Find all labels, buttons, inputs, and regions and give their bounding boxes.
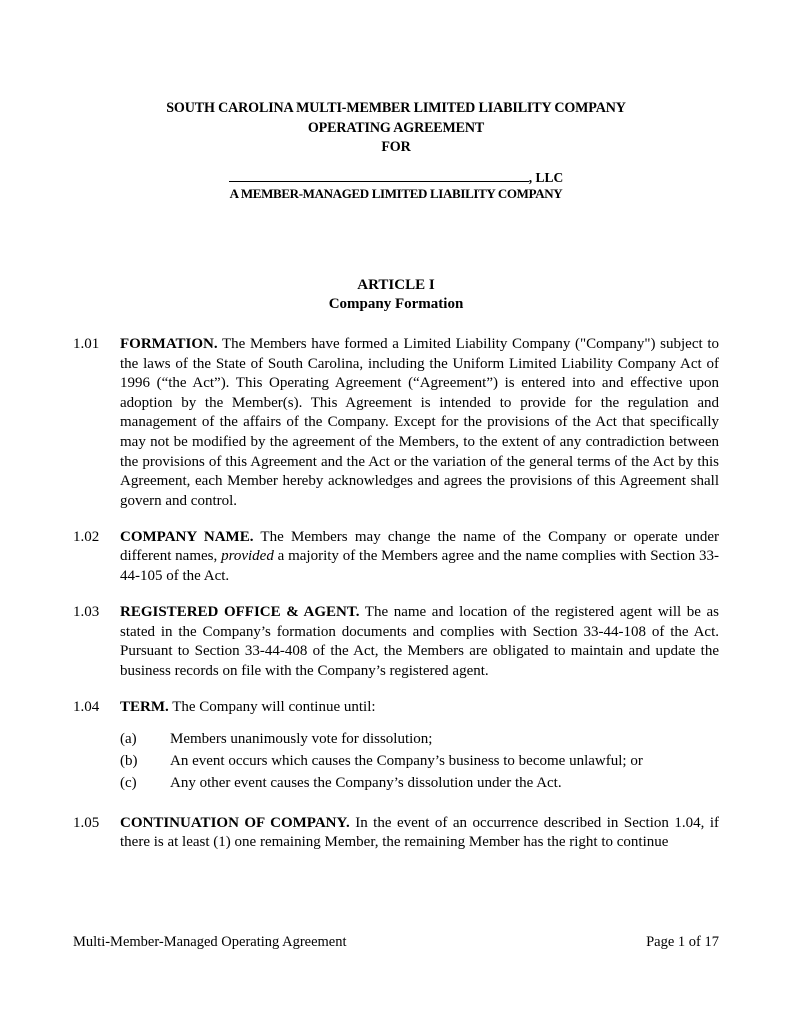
list-item (120, 752, 719, 772)
document-title-line-3: FOR (381, 139, 411, 155)
section-emphasis: provided (221, 548, 274, 565)
list-item (120, 730, 719, 750)
section-1-02 (73, 528, 719, 587)
article-number: ARTICLE I (357, 277, 435, 293)
entity-name-blank (229, 170, 529, 182)
section-text (120, 603, 719, 681)
section-paragraph: The Company will continue until: (168, 699, 376, 715)
list-item-marker: (a) (120, 731, 137, 748)
section-1-04 (73, 698, 719, 794)
footer-document-name: Multi-Member-Managed Operating Agreement (73, 934, 347, 950)
section-number: 1.04 (73, 699, 100, 715)
section-number: 1.02 (73, 528, 100, 545)
section-subitem-list (120, 730, 719, 794)
entity-name-fill-line (73, 170, 719, 186)
section-heading: FORMATION. (120, 336, 218, 352)
page-footer (73, 933, 719, 951)
list-item-marker: (c) (120, 775, 137, 792)
section-heading: COMPANY NAME. (120, 528, 254, 545)
section-paragraph: The name and location of the registered agent will be as stated in the Company’s formation documents and complies with Section 33-44-108 of the Act. Pursuant to Section 33-44-408 of the Act, the Members are obligated to maintain and update the business records on file with the Company’s registered agent. (120, 604, 719, 679)
section-text (120, 814, 719, 853)
section-paragraph: The Members have formed a Limited Liability Company ("Company") subject to the laws of the State of South Carolina, including the Uniform Limited Liability Company Act of 1996 (“the Act”). This Operating Agreement (“Agreement”) is entered into and effective upon adoption by the Member(s). This Agreement is intended to provide for the regulation and management of the affairs of the Company. Except for the provisions of the Act that specifically may not be modified by the agreement of the Members, to the extent of any contradiction between the provisions of this Agreement and the Act or the variation of the general terms of the Act by this Agreement, each Member hereby acknowledges and agrees the provisions of this Agreement shall govern and control. (120, 336, 719, 509)
entity-subtitle: A MEMBER-MANAGED LIMITED LIABILITY COMPANY (229, 186, 563, 201)
section-text (120, 335, 719, 511)
article-name: Company Formation (328, 296, 464, 312)
section-1-05 (73, 814, 719, 853)
entity-name-block (73, 170, 719, 201)
section-text (120, 528, 719, 587)
section-paragraph: In the event of an occurrence described in Section 1.04, if there is at least (1) one remaining Member, the remaining Member has the right to continue (120, 814, 719, 851)
section-paragraph-part-1: The Members may change the name of the Company or operate under different names, (120, 528, 719, 565)
list-item-marker: (b) (120, 753, 138, 770)
footer-page-number: Page 1 of 17 (646, 934, 719, 950)
section-1-01 (73, 335, 719, 511)
list-item-text: Any other event causes the Company’s dissolution under the Act. (170, 775, 562, 792)
section-1-03 (73, 603, 719, 681)
document-title-line-1: SOUTH CAROLINA MULTI-MEMBER LIMITED LIABILITY COMPANY (166, 100, 626, 116)
entity-name-suffix: , LLC (528, 170, 564, 185)
list-item-text: An event occurs which causes the Company’s business to become unlawful; or (170, 753, 643, 770)
section-paragraph-part-2: a majority of the Members agree and the name complies with Section 33-44-105 of the Act. (120, 548, 720, 585)
article-heading (73, 276, 719, 314)
section-number: 1.05 (73, 814, 100, 831)
list-item-text: Members unanimously vote for dissolution; (170, 731, 433, 748)
document-body (73, 335, 719, 870)
section-heading: CONTINUATION OF COMPANY. (120, 814, 350, 831)
section-number: 1.03 (73, 604, 100, 621)
section-heading: REGISTERED OFFICE & AGENT. (120, 604, 360, 621)
section-text (120, 698, 719, 718)
section-number: 1.01 (73, 336, 100, 352)
section-heading: TERM. (120, 699, 169, 715)
document-title-block (73, 99, 719, 158)
list-item (120, 774, 719, 794)
document-title-line-2: OPERATING AGREEMENT (307, 119, 485, 136)
